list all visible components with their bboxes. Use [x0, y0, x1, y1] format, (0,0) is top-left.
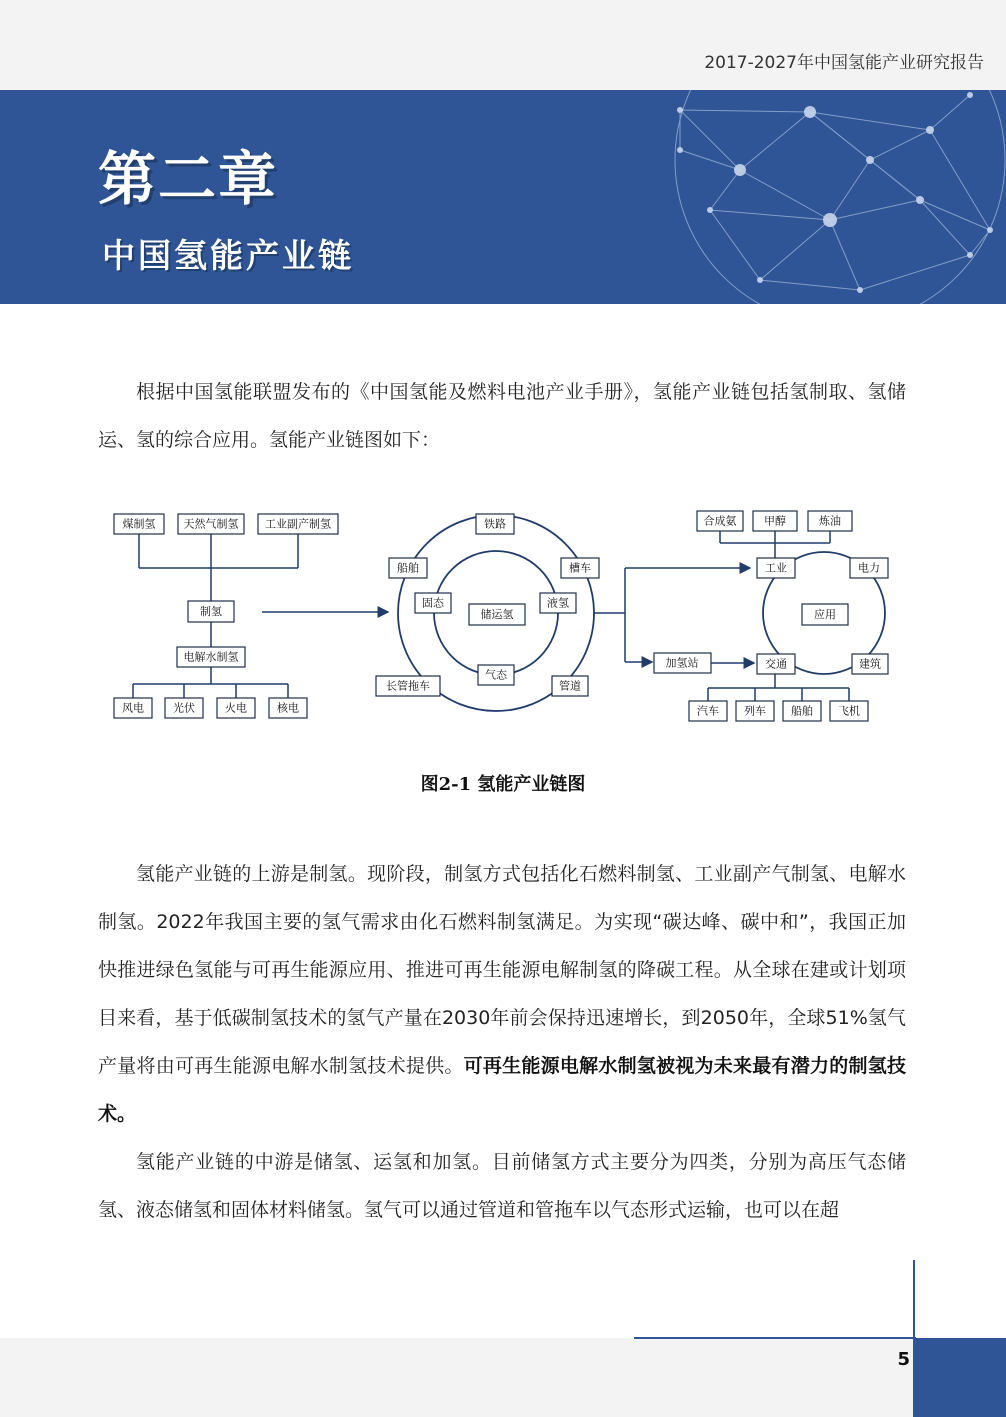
node-pipeline — [552, 676, 588, 696]
svg-text:电力: 电力 — [858, 561, 880, 575]
node-liquid-hydrogen — [540, 593, 576, 613]
svg-text:管道: 管道 — [559, 679, 581, 693]
node-building — [852, 654, 888, 674]
paragraph-upstream-emphasis: 可再生能源电解水制氢被视为未来最有潜力的制氢技术。 — [98, 1055, 906, 1125]
paragraph-midstream: 氢能产业链的中游是储氢、运氢和加氢。目前储氢方式主要分为四类，分别为高压气态储氢、液态储氢和固体材料储氢。氢气可以通过管道和管拖车以气态形式运输，也可以在超 — [98, 1151, 906, 1221]
node-tube-trailer — [376, 676, 440, 696]
node-transportation — [757, 654, 795, 674]
svg-text:煤制氢: 煤制氢 — [122, 517, 156, 531]
footer-horizontal-rule — [634, 1337, 916, 1339]
svg-text:长管拖车: 长管拖车 — [386, 679, 430, 693]
node-aircraft — [830, 701, 868, 721]
node-ammonia — [697, 511, 743, 531]
svg-text:建筑: 建筑 — [859, 657, 881, 671]
svg-text:核电: 核电 — [277, 701, 299, 715]
node-industry — [757, 558, 795, 578]
node-natural-gas-hydrogen — [178, 514, 244, 534]
svg-text:风电: 风电 — [122, 701, 144, 715]
node-water-electrolysis — [177, 647, 245, 667]
node-gaseous-state — [478, 665, 514, 685]
chapter-banner — [0, 90, 1006, 304]
node-methanol — [753, 511, 797, 531]
svg-text:交通: 交通 — [765, 657, 787, 671]
node-nuclear-power — [269, 698, 307, 718]
svg-text:甲醇: 甲醇 — [764, 514, 786, 528]
chapter-title: 中国氢能产业链 — [102, 236, 354, 275]
svg-text:飞机: 飞机 — [838, 704, 860, 718]
node-industrial-byproduct-hydrogen — [258, 514, 338, 534]
svg-text:储运氢: 储运氢 — [480, 608, 514, 621]
svg-text:制氢: 制氢 — [200, 605, 222, 618]
svg-text:应用: 应用 — [814, 608, 836, 621]
footer-bar — [0, 1338, 1006, 1417]
svg-text:固态: 固态 — [422, 596, 444, 610]
node-hydrogen-station — [654, 653, 711, 673]
node-tank-truck — [561, 558, 599, 578]
svg-text:炼油: 炼油 — [819, 514, 841, 528]
hydrogen-industry-chain-diagram — [100, 496, 900, 736]
chapter-number: 第二章 — [98, 145, 279, 213]
figure-caption: 图2-1 氢能产业链图 — [420, 774, 586, 795]
node-car — [689, 701, 727, 721]
svg-text:电解水制氢: 电解水制氢 — [183, 650, 239, 664]
node-refining — [808, 511, 852, 531]
paragraph-upstream-text: 氢能产业链的上游是制氢。现阶段，制氢方式包括化石燃料制氢、工业副产气制氢、电解水制氢。2022年我国主要的氢气需求由化石燃料制氢满足。为实现“碳达峰、碳中和”，我国正加快推进绿色氢能与可再生能源应用、推进可再生能源电解制氢的降碳工程。从全球在建或计划项目来看，基于低碳制氢技术的氢气产量在2030年前会保持迅速增长，到2050年，全球51%氢气产量将由可再生能源电解水制氢技术提供。 — [98, 863, 906, 1077]
svg-text:槽车: 槽车 — [569, 561, 591, 575]
svg-text:气态: 气态 — [485, 668, 507, 682]
node-railway — [476, 514, 514, 534]
svg-text:汽车: 汽车 — [697, 704, 719, 718]
node-vessel — [783, 701, 821, 721]
svg-text:列车: 列车 — [744, 704, 766, 718]
paragraph-upstream — [98, 850, 906, 1138]
svg-text:光伏: 光伏 — [173, 701, 195, 715]
svg-text:合成氨: 合成氨 — [703, 514, 737, 528]
svg-text:天然气制氢: 天然气制氢 — [183, 517, 239, 531]
node-ship — [389, 558, 427, 578]
node-thermal-power — [217, 698, 255, 718]
node-hydrogen-production — [188, 601, 234, 622]
node-storage-transport — [469, 604, 525, 625]
node-electricity — [850, 558, 888, 578]
svg-text:铁路: 铁路 — [484, 517, 506, 531]
node-solar-pv — [165, 698, 203, 718]
node-train — [736, 701, 774, 721]
footer-accent-block — [915, 1338, 1006, 1417]
node-wind-power — [114, 698, 152, 718]
svg-text:加氢站: 加氢站 — [665, 656, 699, 670]
report-title: 2017-2027年中国氢能产业研究报告 — [704, 53, 984, 73]
svg-text:船舶: 船舶 — [397, 561, 419, 575]
node-coal-hydrogen — [114, 514, 164, 534]
network-globe-graphic — [640, 90, 1006, 304]
paragraph-intro: 根据中国氢能联盟发布的《中国氢能及燃料电池产业手册》，氢能产业链包括氢制取、氢储运、氢的综合应用。氢能产业链图如下： — [98, 381, 906, 451]
node-solid-state — [415, 593, 451, 613]
svg-text:火电: 火电 — [225, 701, 247, 715]
top-bar — [0, 0, 1006, 90]
svg-text:液氢: 液氢 — [547, 596, 569, 610]
node-application — [802, 604, 848, 625]
svg-text:工业副产制氢: 工业副产制氢 — [265, 517, 331, 531]
page-number: 5 — [897, 1349, 910, 1370]
svg-text:船舶: 船舶 — [791, 704, 813, 718]
svg-text:工业: 工业 — [765, 561, 787, 575]
